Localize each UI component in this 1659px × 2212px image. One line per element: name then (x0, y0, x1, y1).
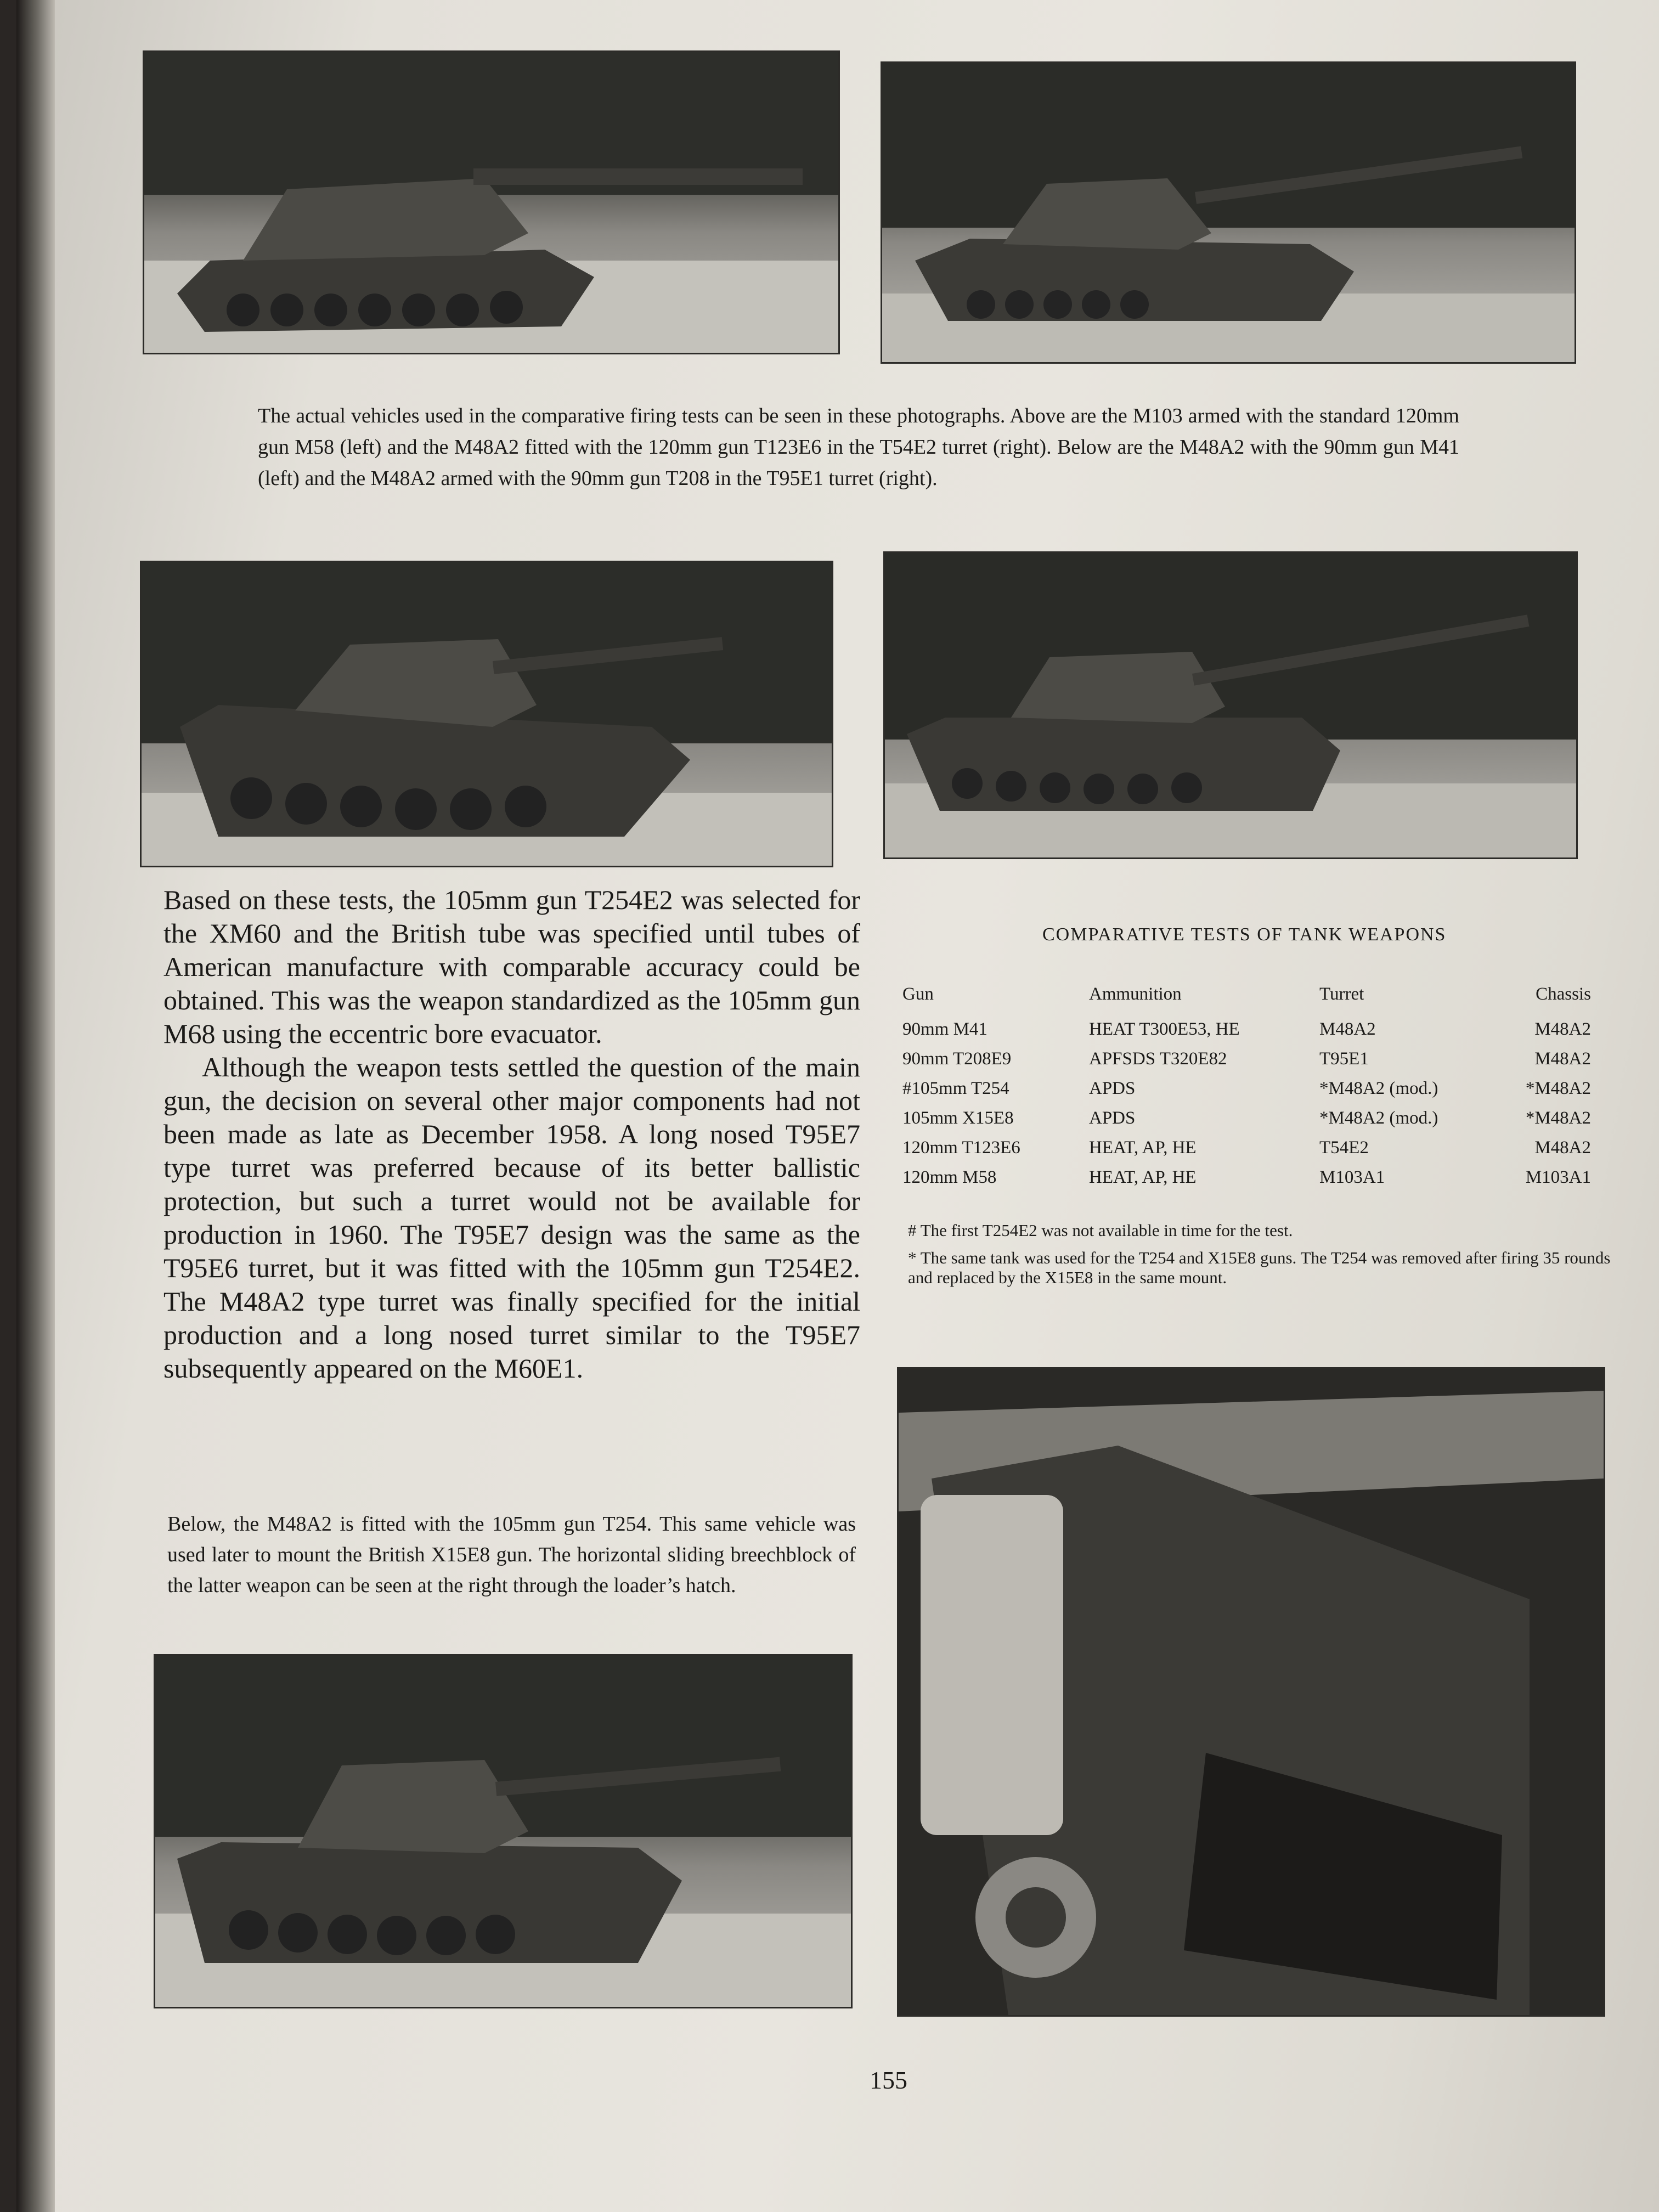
table-row (902, 1014, 1591, 1044)
photo-m48a2-90mm-t208 (883, 551, 1578, 859)
cell-turret: M48A2 (1319, 1019, 1376, 1039)
photo-interior-loaders-hatch (897, 1367, 1605, 2017)
cell-chassis: M103A1 (1525, 1167, 1591, 1187)
table-footnote-asterisk: * The same tank was used for the T254 and X15E8 guns. The T254 was removed after firing 35 rounds and replaced by the X15E8 in the same mount. (908, 1248, 1611, 1287)
main-text (163, 883, 860, 1385)
table-row (902, 1133, 1591, 1163)
cell-chassis: M48A2 (1534, 1019, 1591, 1039)
caption-top: The actual vehicles used in the comparative firing tests can be seen in these photographs. Above are the M103 armed with the standard 120mm gun M58 (left) and the M48A2 fitted with the 120mm gun T123E6 in the T54E2 turret (right). Below are the M48A2 with the 90mm gun M41 (left) and the M48A2 armed with the 90mm gun T208 in the T95E1 turret (right). (258, 404, 1459, 490)
header-turret: Turret (1319, 984, 1364, 1004)
page-number: 155 (870, 2066, 907, 2094)
table-title: COMPARATIVE TESTS OF TANK WEAPONS (1042, 924, 1447, 945)
header-gun: Gun (902, 984, 934, 1004)
cell-ammunition: HEAT, AP, HE (1089, 1167, 1197, 1187)
table-row (902, 1074, 1591, 1103)
tank-illustration (882, 63, 1575, 362)
photo-m103-120mm-m58 (143, 50, 840, 354)
cell-gun: 120mm T123E6 (902, 1137, 1020, 1158)
cell-ammunition: HEAT, AP, HE (1089, 1137, 1197, 1158)
paragraph-2: Although the weapon tests settled the question of the main gun, the decision on several other major components had not been made as late as December 1958. A long nosed T95E7 type turret was preferred because of its better ballistic protection, but such a turret would not be available for production in 1960. The T95E7 design was the same as the T95E6 turret, but it was fitted with the 105mm gun T254E2. The M48A2 type turret was finally specified for the initial production and a long nosed turret similar to the T95E7 subsequently appeared on the M60E1. (163, 1052, 860, 1384)
book-gutter (16, 0, 55, 2212)
cell-ammunition: APDS (1089, 1078, 1136, 1098)
book-page (16, 0, 1659, 2212)
cell-turret: T54E2 (1319, 1137, 1369, 1158)
cell-chassis: M48A2 (1534, 1048, 1591, 1069)
interior-illustration (899, 1369, 1604, 2015)
paragraph-1: Based on these tests, the 105mm gun T254E2 was selected for the XM60 and the British tube was specified until tubes of American manufacture with comparable accuracy could be obtained. This was the weapon standardized as the 105mm gun M68 using the eccentric bore evacuator. (163, 884, 860, 1049)
caption-bottom: Below, the M48A2 is fitted with the 105mm gun T254. This same vehicle was used later to mount the British X15E8 gun. The horizontal sliding breechblock of the latter weapon can be seen at the right through the loader’s hatch. (167, 1513, 856, 1597)
cell-turret: M103A1 (1319, 1167, 1385, 1187)
cell-ammunition: HEAT T300E53, HE (1089, 1019, 1240, 1039)
photo-m48a2-90mm-m41 (140, 561, 833, 867)
tank-illustration (155, 1656, 851, 2007)
tank-illustration (885, 553, 1576, 857)
header-chassis: Chassis (1536, 984, 1591, 1004)
cell-gun: 105mm X15E8 (902, 1108, 1014, 1128)
cell-gun: 90mm M41 (902, 1019, 988, 1039)
table-row (902, 1163, 1591, 1192)
cell-ammunition: APDS (1089, 1108, 1136, 1128)
table-footnote-hash: # The first T254E2 was not available in time for the test. (908, 1221, 1293, 1240)
cell-gun: 90mm T208E9 (902, 1048, 1012, 1069)
tank-illustration (142, 562, 832, 866)
table-header-row (902, 982, 1591, 1014)
cell-chassis: *M48A2 (1525, 1108, 1591, 1128)
cell-chassis: M48A2 (1534, 1137, 1591, 1158)
cell-gun: #105mm T254 (902, 1078, 1009, 1098)
comparative-tests-table (902, 982, 1591, 1192)
cell-turret: T95E1 (1319, 1048, 1369, 1069)
photo-m48a2-120mm-t123e6 (881, 61, 1576, 364)
table-row (902, 1044, 1591, 1074)
cell-turret: *M48A2 (mod.) (1319, 1108, 1438, 1128)
cell-gun: 120mm M58 (902, 1167, 997, 1187)
cell-turret: *M48A2 (mod.) (1319, 1078, 1438, 1098)
header-ammunition: Ammunition (1089, 984, 1182, 1004)
photo-m48a2-105mm-t254 (154, 1654, 853, 2008)
cell-ammunition: APFSDS T320E82 (1089, 1048, 1227, 1069)
table-row (902, 1103, 1591, 1133)
cell-chassis: *M48A2 (1525, 1078, 1591, 1098)
tank-illustration (144, 52, 838, 353)
